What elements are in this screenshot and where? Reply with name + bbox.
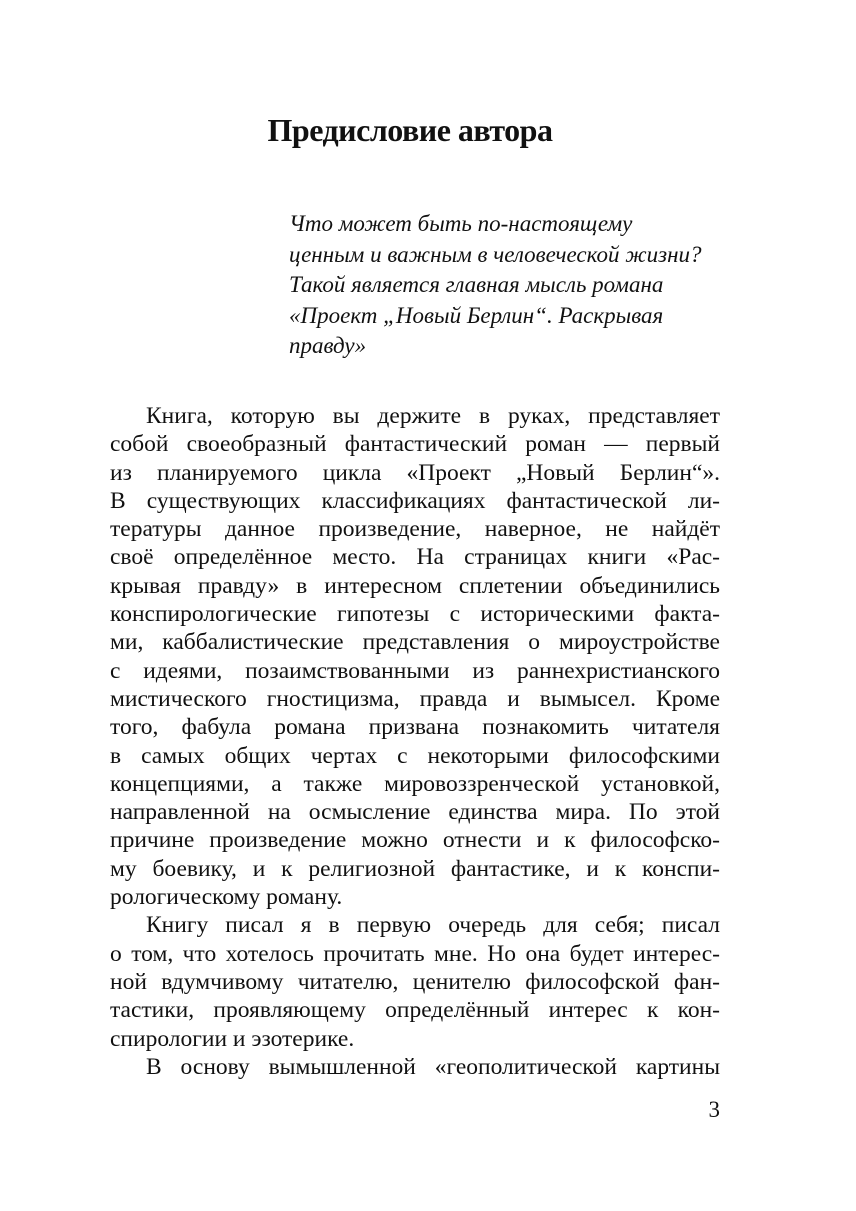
text-line: В основу вымышленной «геополитической картины xyxy=(146,1053,720,1080)
epigraph-line: правду» xyxy=(289,333,367,358)
text-line: того, фабула романа призвана познакомить читателя xyxy=(110,714,720,741)
text-line: ми, каббалистические представления о мироустройстве xyxy=(110,629,720,656)
epigraph-line: Что может быть по-настоящему xyxy=(289,211,633,236)
page-number: 3 xyxy=(708,1097,720,1122)
body-text xyxy=(110,402,720,1081)
epigraph xyxy=(289,209,719,362)
paragraph xyxy=(110,1053,720,1081)
text-line: мистического гностицизма, правда и вымысел. Кроме xyxy=(110,685,720,712)
text-line: собой своеобразный фантастический роман — первый xyxy=(110,431,720,458)
text-line: спирологии и эзотерике. xyxy=(110,1025,355,1052)
text-line: из планируемого цикла «Проект „Новый Берлин“». xyxy=(110,459,720,486)
text-line: о том, что хотелось прочитать мне. Но она будет интерес- xyxy=(110,940,720,967)
epigraph-line: Такой является главная мысль романа xyxy=(289,272,664,297)
text-line: тературы данное произведение, наверное, не найдёт xyxy=(110,516,720,543)
text-line: концепциями, а также мировоззренческой установкой, xyxy=(110,770,720,797)
paragraph xyxy=(110,402,720,911)
text-line: ной вдумчивому читателю, ценителю философской фан- xyxy=(110,968,720,995)
text-line: В существующих классификациях фантастической ли- xyxy=(110,487,720,514)
text-line: му боевику, и к религиозной фантастике, и к конспи- xyxy=(110,855,720,882)
text-line: тастики, проявляющему определённый интерес к кон- xyxy=(110,997,720,1024)
text-line: с идеями, позаимствованными из раннехристианского xyxy=(110,657,720,684)
epigraph-line: «Проект „Новый Берлин“. Раскрывая xyxy=(289,302,664,328)
text-line: Книга, которую вы держите в руках, представляет xyxy=(146,403,720,429)
text-line: рологическому роману. xyxy=(110,884,343,911)
text-line: Книгу писал я в первую очередь для себя; писал xyxy=(146,912,720,939)
text-line: крывая правду» в интересном сплетении объединились xyxy=(110,572,720,599)
text-line: причине произведение можно отнести и к философско- xyxy=(110,827,720,854)
text-line: направленной на осмысление единства мира. По этой xyxy=(110,799,720,826)
paragraph xyxy=(110,911,720,1052)
epigraph-line: ценным и важным в человеческой жизни? xyxy=(289,241,702,267)
text-line: в самых общих чертах с некоторыми философскими xyxy=(110,742,720,769)
text-line: конспирологические гипотезы с историческими факта- xyxy=(110,601,720,628)
page-title: Предисловие автора xyxy=(267,112,553,148)
text-line: своё определённое место. На страницах книги «Рас- xyxy=(110,544,720,571)
